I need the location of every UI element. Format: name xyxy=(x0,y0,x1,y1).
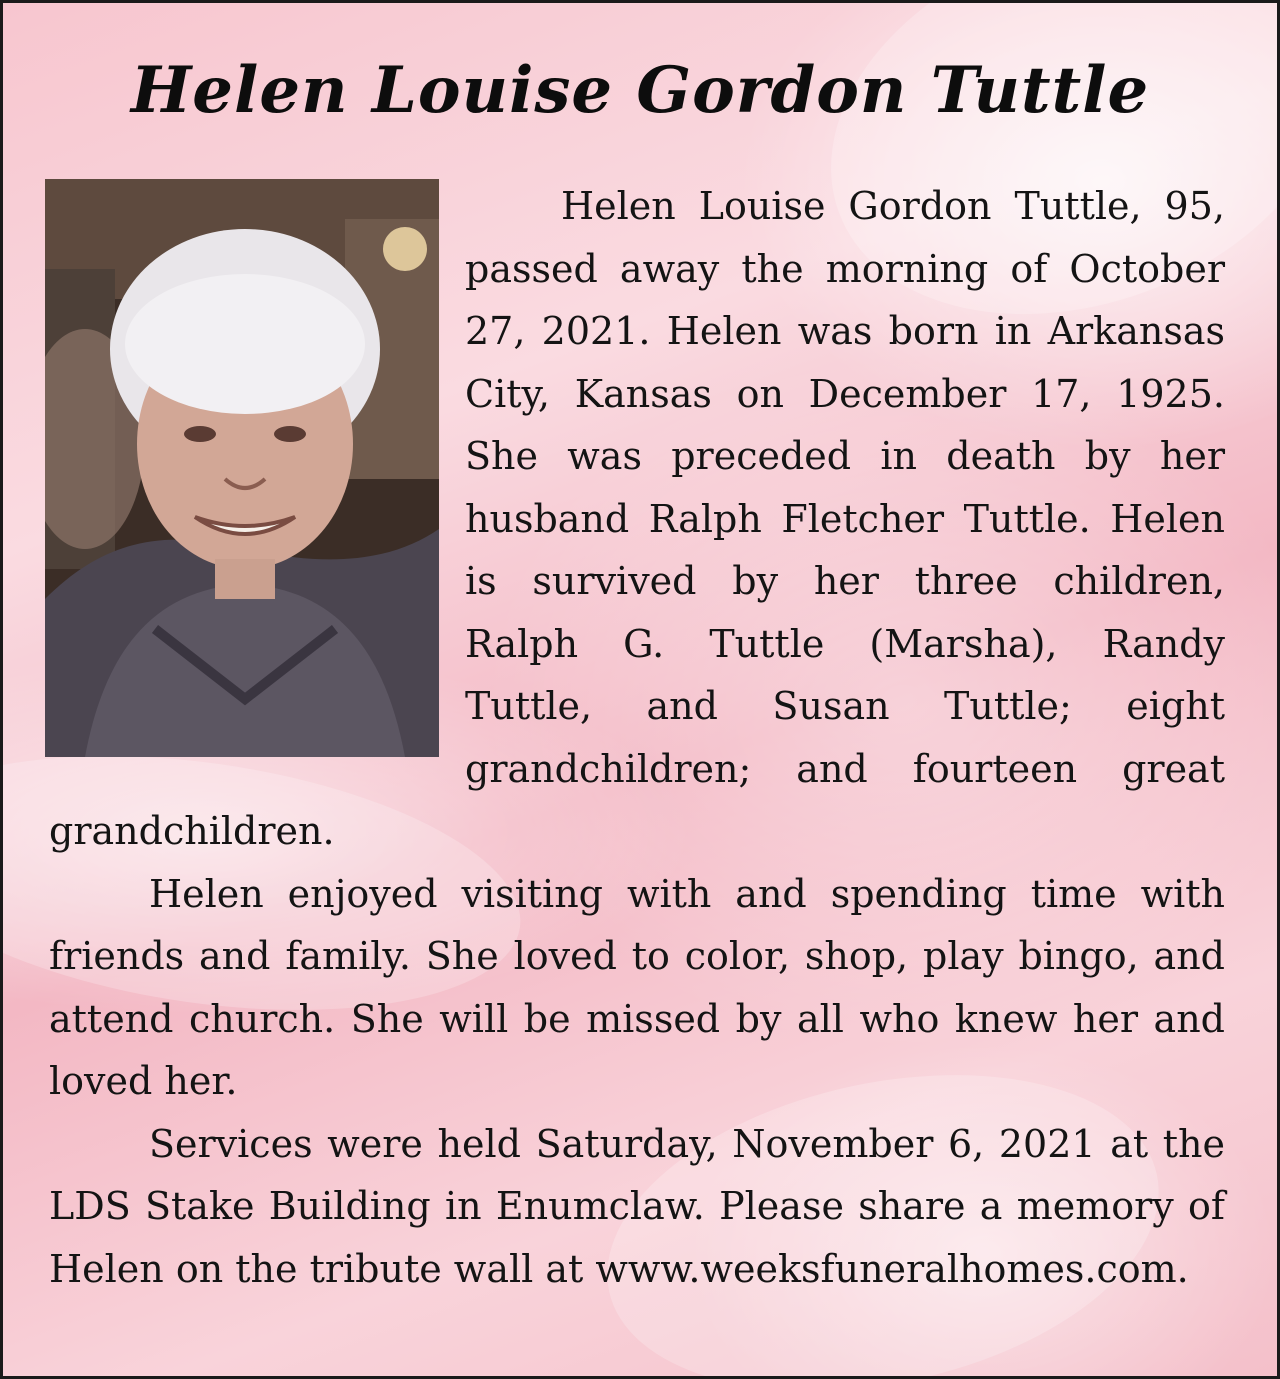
obituary-body xyxy=(49,175,1225,1300)
paragraph-life-summary: Helen Louise Gordon Tuttle, 95, passed away the morning of October 27, 2021. Helen was born in Arkansas City, Kansas on December 17, 1925. She was preceded in death by her husband Ralph Fletcher Tuttle. Helen is survived by her three children, Ralph G. Tuttle (Marsha), Randy Tuttle, and Susan Tuttle; eight grandchildren; and fourteen great grandchildren. xyxy=(49,184,1225,853)
paragraph-services: Services were held Saturday, November 6, 2021 at the LDS Stake Building in Enumclaw. Please share a memory of Helen on the tribute wall at www.weeksfuneralhomes.com. xyxy=(49,1121,1225,1291)
paragraph-interests: Helen enjoyed visiting with and spending time with friends and family. She loved to color, shop, play bingo, and attend church. She will be missed by all who knew her and loved her. xyxy=(49,871,1225,1103)
obituary-title: Helen Louise Gordon Tuttle xyxy=(130,53,1150,128)
photo-wrap-spacer xyxy=(49,175,465,755)
